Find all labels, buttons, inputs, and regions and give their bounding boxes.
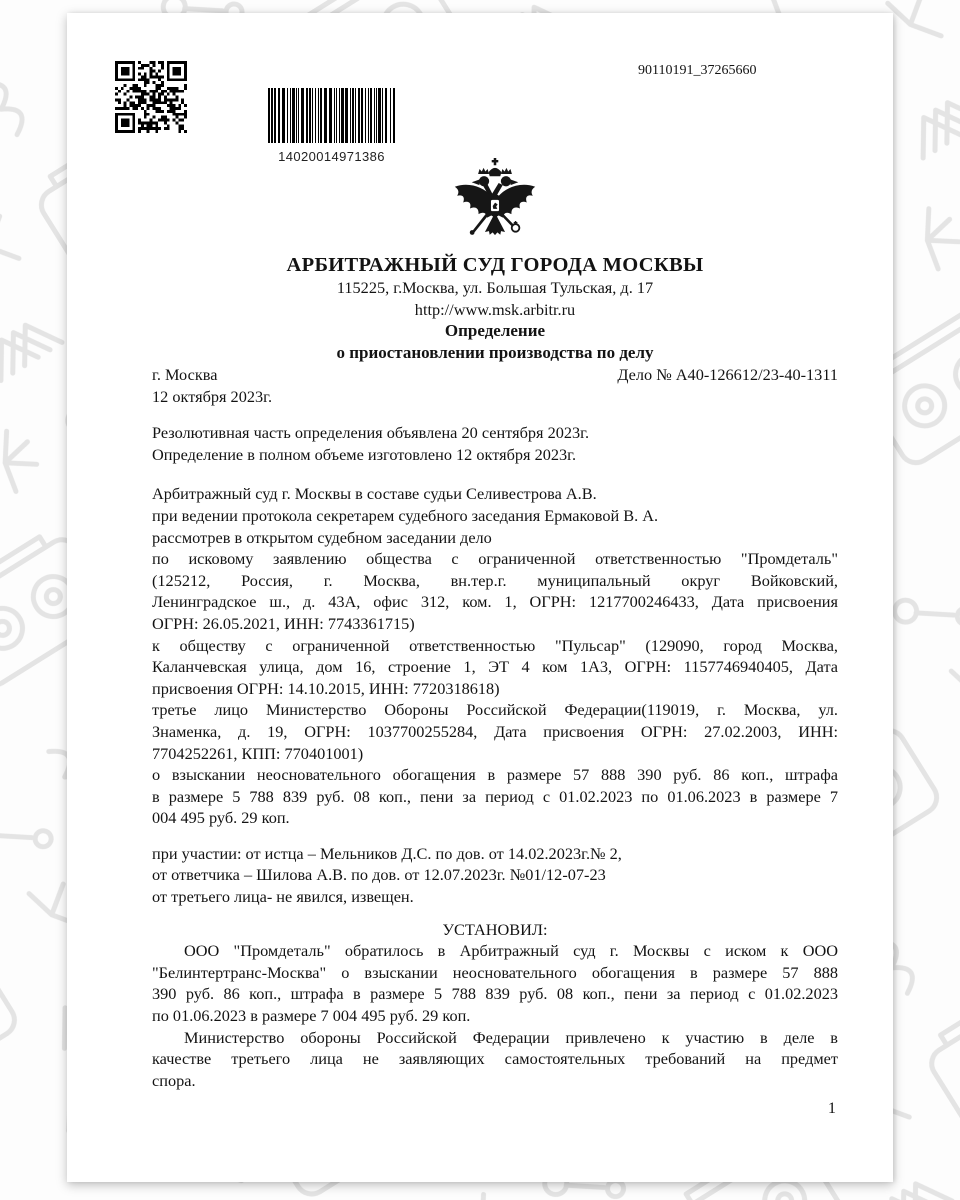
body-line: по 01.06.2023 в размере 7 004 495 руб. 29 коп. bbox=[152, 1006, 471, 1026]
body-line: ООО "Промдеталь" обратилось в Арбитражный суд г. Москвы с иском к ООО bbox=[184, 941, 838, 961]
body-line: Ленинградское ш., д. 43А, офис 312, ком. 1, ОГРН: 1217700246433, Дата присвоения bbox=[152, 592, 838, 612]
body-line: при ведении протокола секретарем судебного заседания Ермаковой В. А. bbox=[152, 505, 659, 525]
body-line: к обществу с ограниченной ответственностью "Пульсар" (129090, город Москва, bbox=[152, 635, 838, 655]
city-label: г. Москва bbox=[152, 365, 218, 384]
body-line: ОГРН: 26.05.2021, ИНН: 7743361715) bbox=[152, 613, 415, 633]
body-line: при участии: от истца – Мельников Д.С. по дов. от 14.02.2023г.№ 2, bbox=[152, 843, 622, 863]
body-line: Знаменка, д. 19, ОГРН: 1037700255284, Дата присвоения ОГРН: 27.02.2003, ИНН: bbox=[152, 721, 838, 741]
barcode-number: 14020014971386 bbox=[278, 149, 385, 164]
body-line: Министерство обороны Российской Федерации привлечено к участию в деле в bbox=[184, 1027, 838, 1047]
body-line: Каланчевская улица, дом 16, строение 1, ЭТ 4 ком 1А3, ОГРН: 1157746940405, Дата bbox=[152, 657, 838, 677]
document-type-title: Определение bbox=[444, 321, 546, 340]
body-line: 390 руб. 86 коп., штрафа в размере 5 788 839 руб. 08 коп., пени за период с 01.02.2023 bbox=[152, 984, 838, 1004]
case-number: Дело № А40-126612/23-40-1311 bbox=[617, 365, 838, 384]
body-line: от третьего лица- не явился, извещен. bbox=[152, 887, 414, 907]
body-line: 004 495 руб. 29 коп. bbox=[152, 808, 290, 828]
body-line: (125212, Россия, г. Москва, вн.тер.г. муниципальный округ Войковский, bbox=[152, 570, 838, 590]
body-line: Арбитражный суд г. Москвы в составе судьи Селивестрова А.В. bbox=[152, 484, 597, 504]
resolution-heading: УСТАНОВИЛ: bbox=[442, 919, 548, 939]
body-line: качестве третьего лица не заявляющих самостоятельных требований на предмет bbox=[152, 1049, 838, 1069]
document-date: 12 октября 2023г. bbox=[152, 386, 273, 406]
body-line: Резолютивная часть определения объявлена 20 сентября 2023г. bbox=[152, 423, 590, 443]
body-line: присвоения ОГРН: 14.10.2015, ИНН: 7720318618) bbox=[152, 678, 500, 698]
document-page bbox=[67, 13, 893, 1182]
coat-of-arms-russia-icon bbox=[449, 158, 541, 253]
body-line: в размере 5 788 839 руб. 08 коп., пени за период с 01.02.2023 по 01.06.2023 в размере 7 bbox=[152, 786, 838, 806]
court-website: http://www.msk.arbitr.ru bbox=[414, 299, 576, 319]
body-line: рассмотрев в открытом судебном заседании дело bbox=[152, 527, 492, 547]
body-line: Определение в полном объеме изготовлено 12 октября 2023г. bbox=[152, 444, 577, 464]
court-address: 115225, г.Москва, ул. Большая Тульская, д. 17 bbox=[336, 278, 654, 297]
case-meta-row bbox=[152, 364, 838, 386]
body-line: спора. bbox=[152, 1070, 196, 1090]
document-id: 90110191_37265660 bbox=[638, 63, 757, 78]
body-line: от ответчика – Шилова А.В. по дов. от 12.07.2023г. №01/12-07-23 bbox=[152, 865, 606, 885]
document-content bbox=[152, 13, 838, 1091]
page-number: 1 bbox=[827, 1098, 836, 1117]
body-line: "Белинтертранс-Москва" о взыскании неосновательного обогащения в размере 57 888 bbox=[152, 962, 838, 982]
body-line: по исковому заявлению общества с ограниченной ответственностью "Промдеталь" bbox=[152, 549, 838, 569]
body-line: 7704252261, КПП: 770401001) bbox=[152, 743, 364, 763]
body-line: о взыскании неосновательного обогащения в размере 57 888 390 руб. 86 коп., штрафа bbox=[152, 765, 838, 785]
court-name: АРБИТРАЖНЫЙ СУД ГОРОДА МОСКВЫ bbox=[286, 254, 704, 276]
body-line: третье лицо Министерство Обороны Российской Федерации(119019, г. Москва, ул. bbox=[152, 700, 838, 720]
document-subject-title: о приостановлении производства по делу bbox=[336, 343, 654, 362]
